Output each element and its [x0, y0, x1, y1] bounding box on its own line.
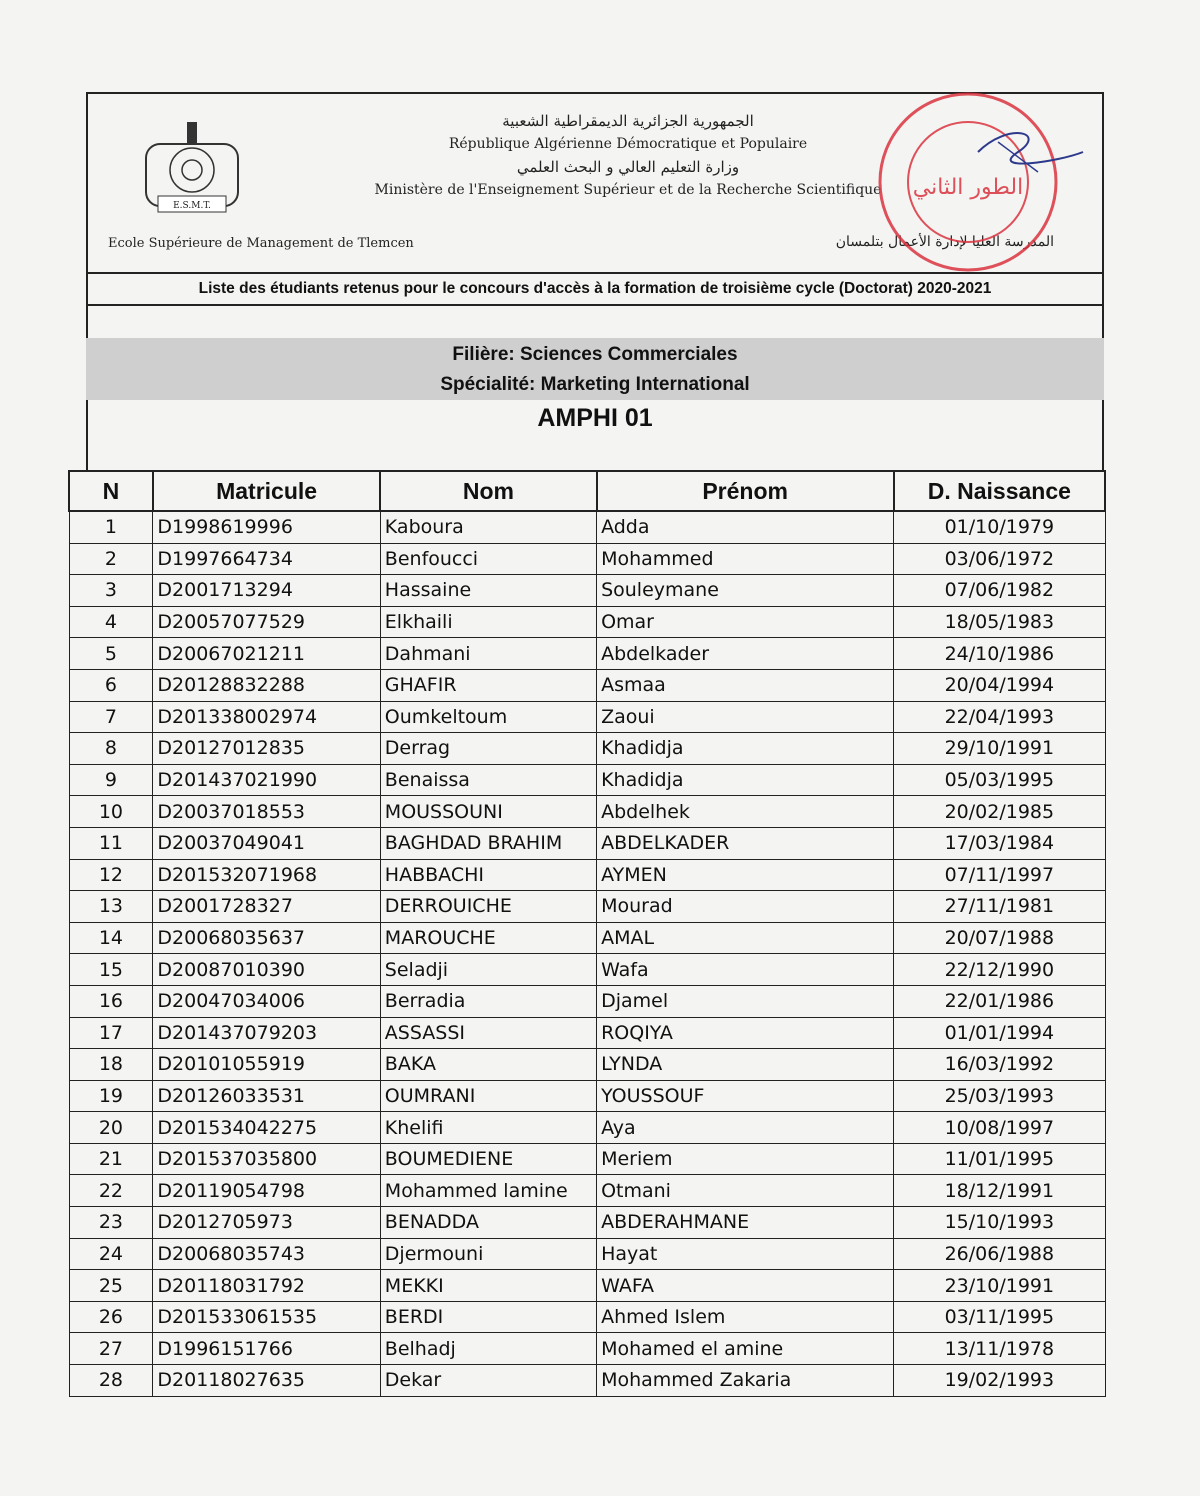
row-number: 11 — [69, 827, 153, 859]
document-title: Liste des étudiants retenus pour le concours d'accès à la formation de troisième cycle (Doctorat) 2020-2021 — [86, 272, 1104, 306]
matricule-cell: D20087010390 — [153, 954, 380, 986]
row-number: 28 — [69, 1365, 153, 1397]
nom-cell: Hassaine — [380, 575, 596, 607]
table-row — [69, 922, 1105, 954]
naissance-cell: 29/10/1991 — [894, 733, 1105, 765]
prenom-cell: Mohammed — [597, 543, 894, 575]
matricule-cell: D20037049041 — [153, 827, 380, 859]
nom-cell: BAKA — [380, 1049, 596, 1081]
naissance-cell: 22/01/1986 — [894, 985, 1105, 1017]
header-matricule: Matricule — [153, 471, 380, 511]
naissance-cell: 17/03/1984 — [894, 827, 1105, 859]
matricule-cell: D20128832288 — [153, 669, 380, 701]
nom-cell: MEKKI — [380, 1270, 596, 1302]
naissance-cell: 26/06/1988 — [894, 1238, 1105, 1270]
matricule-cell: D2012705973 — [153, 1207, 380, 1239]
naissance-cell: 01/10/1979 — [894, 511, 1105, 543]
school-name-french: Ecole Supérieure de Management de Tlemcen — [108, 236, 414, 251]
prenom-cell: Hayat — [597, 1238, 894, 1270]
nom-cell: Khelifi — [380, 1112, 596, 1144]
table-row — [69, 1049, 1105, 1081]
naissance-cell: 20/07/1988 — [894, 922, 1105, 954]
table-row — [69, 1365, 1105, 1397]
prenom-cell: ROQIYA — [597, 1017, 894, 1049]
filiere-banner — [86, 338, 1104, 400]
nom-cell: BAGHDAD BRAHIM — [380, 827, 596, 859]
matricule-cell: D1997664734 — [153, 543, 380, 575]
matricule-cell: D20119054798 — [153, 1175, 380, 1207]
row-number: 17 — [69, 1017, 153, 1049]
nom-cell: MOUSSOUNI — [380, 796, 596, 828]
naissance-cell: 13/11/1978 — [894, 1333, 1105, 1365]
matricule-cell: D20057077529 — [153, 606, 380, 638]
row-number: 1 — [69, 511, 153, 543]
table-row — [69, 859, 1105, 891]
matricule-cell: D20101055919 — [153, 1049, 380, 1081]
row-number: 2 — [69, 543, 153, 575]
nom-cell: Berradia — [380, 985, 596, 1017]
table-header-row — [69, 471, 1105, 511]
prenom-cell: Ahmed Islem — [597, 1301, 894, 1333]
row-number: 15 — [69, 954, 153, 986]
matricule-cell: D201537035800 — [153, 1143, 380, 1175]
nom-cell: Dahmani — [380, 638, 596, 670]
row-number: 16 — [69, 985, 153, 1017]
prenom-cell: Mohamed el amine — [597, 1333, 894, 1365]
matricule-cell: D201532071968 — [153, 859, 380, 891]
nom-cell: Benfoucci — [380, 543, 596, 575]
prenom-cell: Meriem — [597, 1143, 894, 1175]
header-prenom: Prénom — [597, 471, 894, 511]
matricule-cell: D20037018553 — [153, 796, 380, 828]
table-row — [69, 827, 1105, 859]
naissance-cell: 18/12/1991 — [894, 1175, 1105, 1207]
naissance-cell: 23/10/1991 — [894, 1270, 1105, 1302]
student-table — [68, 470, 1106, 1397]
table-row — [69, 1175, 1105, 1207]
table-row — [69, 1301, 1105, 1333]
nom-cell: Oumkeltoum — [380, 701, 596, 733]
table-row — [69, 669, 1105, 701]
nom-cell: Benaissa — [380, 764, 596, 796]
row-number: 24 — [69, 1238, 153, 1270]
prenom-cell: Omar — [597, 606, 894, 638]
table-row — [69, 575, 1105, 607]
stamp-text: الطور الثاني — [912, 175, 1024, 200]
prenom-cell: Adda — [597, 511, 894, 543]
prenom-cell: Abdelkader — [597, 638, 894, 670]
row-number: 4 — [69, 606, 153, 638]
header-n: N — [69, 471, 153, 511]
naissance-cell: 18/05/1983 — [894, 606, 1105, 638]
matricule-cell: D20047034006 — [153, 985, 380, 1017]
prenom-cell: Khadidja — [597, 733, 894, 765]
matricule-cell: D20068035743 — [153, 1238, 380, 1270]
row-number: 3 — [69, 575, 153, 607]
naissance-cell: 19/02/1993 — [894, 1365, 1105, 1397]
table-row — [69, 1270, 1105, 1302]
table-row — [69, 1080, 1105, 1112]
table-row — [69, 701, 1105, 733]
matricule-cell: D201437079203 — [153, 1017, 380, 1049]
table-row — [69, 543, 1105, 575]
naissance-cell: 27/11/1981 — [894, 891, 1105, 923]
logo-text: E.S.M.T. — [173, 201, 211, 211]
table-row — [69, 638, 1105, 670]
matricule-cell: D20127012835 — [153, 733, 380, 765]
nom-cell: Kaboura — [380, 511, 596, 543]
nom-cell: Dekar — [380, 1365, 596, 1397]
table-row — [69, 1333, 1105, 1365]
nom-cell: Elkhaili — [380, 606, 596, 638]
naissance-cell: 22/12/1990 — [894, 954, 1105, 986]
prenom-cell: Aya — [597, 1112, 894, 1144]
matricule-cell: D20067021211 — [153, 638, 380, 670]
table-row — [69, 606, 1105, 638]
prenom-cell: YOUSSOUF — [597, 1080, 894, 1112]
matricule-cell: D201534042275 — [153, 1112, 380, 1144]
nom-cell: Belhadj — [380, 1333, 596, 1365]
table-row — [69, 985, 1105, 1017]
nom-cell: BERDI — [380, 1301, 596, 1333]
naissance-cell: 05/03/1995 — [894, 764, 1105, 796]
table-row — [69, 1112, 1105, 1144]
naissance-cell: 22/04/1993 — [894, 701, 1105, 733]
table-row — [69, 1238, 1105, 1270]
nom-cell: ASSASSI — [380, 1017, 596, 1049]
header-naissance: D. Naissance — [894, 471, 1105, 511]
matricule-cell: D20118031792 — [153, 1270, 380, 1302]
table-row — [69, 764, 1105, 796]
row-number: 14 — [69, 922, 153, 954]
document-sheet — [68, 92, 1106, 1438]
prenom-cell: Mohammed Zakaria — [597, 1365, 894, 1397]
prenom-cell: Djamel — [597, 985, 894, 1017]
nom-cell: Mohammed lamine — [380, 1175, 596, 1207]
naissance-cell: 20/02/1985 — [894, 796, 1105, 828]
prenom-cell: Zaoui — [597, 701, 894, 733]
nom-cell: MAROUCHE — [380, 922, 596, 954]
row-number: 9 — [69, 764, 153, 796]
prenom-cell: Otmani — [597, 1175, 894, 1207]
prenom-cell: Souleymane — [597, 575, 894, 607]
nom-cell: OUMRANI — [380, 1080, 596, 1112]
nom-cell: DERROUICHE — [380, 891, 596, 923]
nom-cell: Derrag — [380, 733, 596, 765]
naissance-cell: 25/03/1993 — [894, 1080, 1105, 1112]
matricule-cell: D20126033531 — [153, 1080, 380, 1112]
table-row — [69, 733, 1105, 765]
row-number: 7 — [69, 701, 153, 733]
school-name-arabic: المدرسة العليا لإدارة الأعمال بتلمسان — [835, 234, 1054, 250]
official-stamp-icon — [858, 82, 1088, 282]
table-row — [69, 891, 1105, 923]
matricule-cell: D2001713294 — [153, 575, 380, 607]
nom-cell: HABBACHI — [380, 859, 596, 891]
naissance-cell: 10/08/1997 — [894, 1112, 1105, 1144]
prenom-cell: ABDELKADER — [597, 827, 894, 859]
prenom-cell: AMAL — [597, 922, 894, 954]
naissance-cell: 11/01/1995 — [894, 1143, 1105, 1175]
row-number: 6 — [69, 669, 153, 701]
table-body — [69, 511, 1105, 1396]
matricule-cell: D1996151766 — [153, 1333, 380, 1365]
row-number: 22 — [69, 1175, 153, 1207]
row-number: 10 — [69, 796, 153, 828]
prenom-cell: WAFA — [597, 1270, 894, 1302]
republic-arabic: الجمهورية الجزائرية الديمقراطية الشعبية — [502, 112, 754, 130]
matricule-cell: D1998619996 — [153, 511, 380, 543]
school-logo-icon — [138, 118, 246, 218]
row-number: 26 — [69, 1301, 153, 1333]
row-number: 25 — [69, 1270, 153, 1302]
matricule-cell: D2001728327 — [153, 891, 380, 923]
row-number: 18 — [69, 1049, 153, 1081]
nom-cell: GHAFIR — [380, 669, 596, 701]
prenom-cell: Abdelhek — [597, 796, 894, 828]
prenom-cell: Wafa — [597, 954, 894, 986]
prenom-cell: AYMEN — [597, 859, 894, 891]
prenom-cell: ABDERAHMANE — [597, 1207, 894, 1239]
nom-cell: BOUMEDIENE — [380, 1143, 596, 1175]
republic-french: République Algérienne Démocratique et Populaire — [448, 136, 808, 152]
nom-cell: BENADDA — [380, 1207, 596, 1239]
table-row — [69, 1143, 1105, 1175]
row-number: 8 — [69, 733, 153, 765]
ministry-arabic: وزارة التعليم العالي و البحث العلمي — [516, 158, 740, 176]
nom-cell: Seladji — [380, 954, 596, 986]
matricule-cell: D201533061535 — [153, 1301, 380, 1333]
specialite-label: Spécialité: Marketing International — [440, 374, 750, 395]
matricule-cell: D20068035637 — [153, 922, 380, 954]
row-number: 23 — [69, 1207, 153, 1239]
prenom-cell: Asmaa — [597, 669, 894, 701]
naissance-cell: 15/10/1993 — [894, 1207, 1105, 1239]
amphi-label: AMPHI 01 — [537, 404, 653, 432]
prenom-cell: Mourad — [597, 891, 894, 923]
ministry-french: Ministère de l'Enseignement Supérieur et de la Recherche Scientifique — [374, 182, 882, 198]
row-number: 21 — [69, 1143, 153, 1175]
matricule-cell: D201338002974 — [153, 701, 380, 733]
filiere-label: Filière: Sciences Commerciales — [452, 344, 738, 365]
row-number: 5 — [69, 638, 153, 670]
naissance-cell: 07/11/1997 — [894, 859, 1105, 891]
table-row — [69, 1017, 1105, 1049]
row-number: 12 — [69, 859, 153, 891]
naissance-cell: 20/04/1994 — [894, 669, 1105, 701]
prenom-cell: Khadidja — [597, 764, 894, 796]
matricule-cell: D201437021990 — [153, 764, 380, 796]
row-number: 20 — [69, 1112, 153, 1144]
table-row — [69, 1207, 1105, 1239]
naissance-cell: 24/10/1986 — [894, 638, 1105, 670]
matricule-cell: D20118027635 — [153, 1365, 380, 1397]
row-number: 19 — [69, 1080, 153, 1112]
naissance-cell: 01/01/1994 — [894, 1017, 1105, 1049]
naissance-cell: 03/11/1995 — [894, 1301, 1105, 1333]
nom-cell: Djermouni — [380, 1238, 596, 1270]
row-number: 27 — [69, 1333, 153, 1365]
header-nom: Nom — [380, 471, 596, 511]
naissance-cell: 03/06/1972 — [894, 543, 1105, 575]
table-row — [69, 796, 1105, 828]
prenom-cell: LYNDA — [597, 1049, 894, 1081]
naissance-cell: 16/03/1992 — [894, 1049, 1105, 1081]
table-row — [69, 954, 1105, 986]
table-row — [69, 511, 1105, 543]
row-number: 13 — [69, 891, 153, 923]
naissance-cell: 07/06/1982 — [894, 575, 1105, 607]
